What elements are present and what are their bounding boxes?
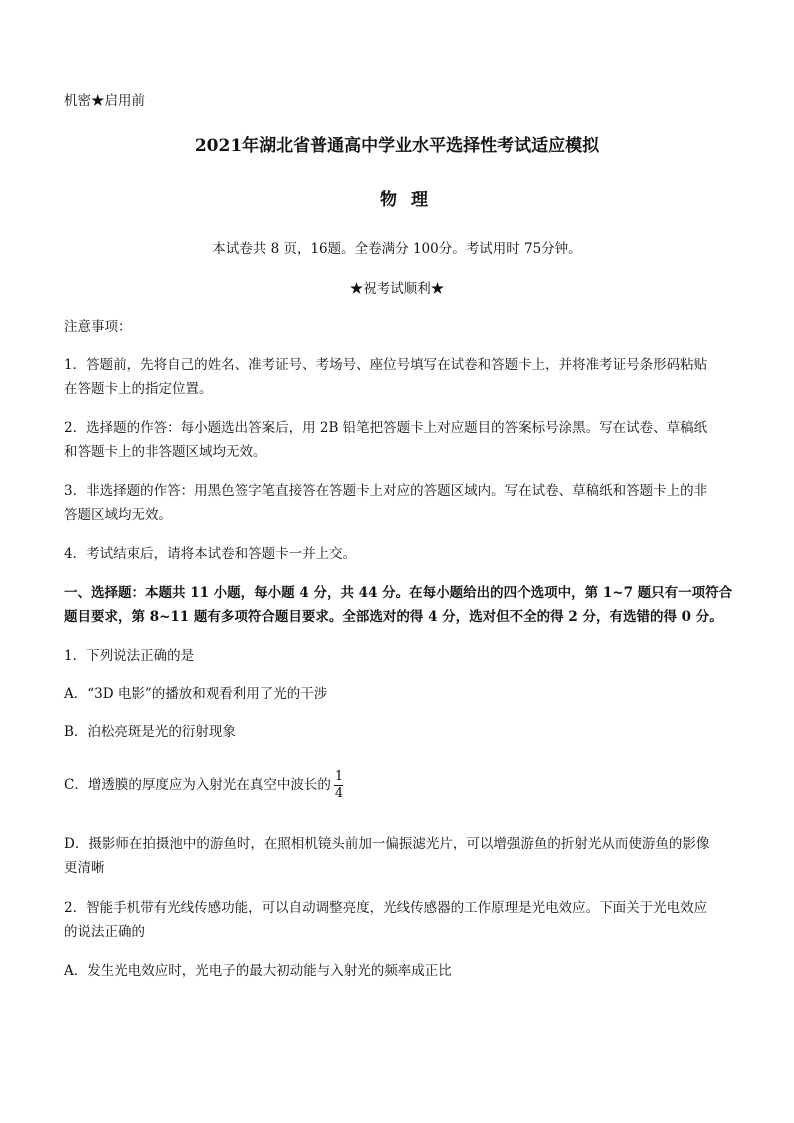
fraction-denominator: 4	[334, 786, 344, 801]
note-2-line-2: 和答题卡上的非答题区域均无效。	[64, 444, 267, 460]
fraction-one-quarter	[333, 769, 345, 802]
note-4: 4．考试结束后，请将本试卷和答题卡一并上交。	[64, 546, 357, 562]
fraction-numerator: 1	[334, 769, 344, 784]
question-1-option-c-text: C．增透膜的厚度应为入射光在真空中波长的	[64, 777, 331, 793]
question-1-option-c	[64, 768, 345, 802]
question-1-option-b: B．泊松亮斑是光的衍射现象	[64, 724, 236, 740]
question-2-stem-line-1: 2．智能手机带有光线传感功能，可以自动调整亮度，光线传感器的工作原理是光电效应。下面关于光电效应	[64, 900, 708, 916]
note-1-line-1: 1．答题前，先将自己的姓名、准考证号、考场号、座位号填写在试卷和答题卡上，并将准考证号条形码粘贴	[64, 357, 708, 373]
good-luck-line: ★祝考试顺利★	[349, 281, 445, 297]
question-1-option-a: A．“3D 电影”的播放和观看利用了光的干涉	[64, 686, 328, 702]
question-2-stem-line-2: 的说法正确的	[64, 924, 145, 940]
notes-heading: 注意事项：	[64, 319, 132, 335]
note-3-line-2: 答题区域均无效。	[64, 507, 172, 523]
question-1-option-d-line-2: 更清晰	[64, 860, 105, 876]
question-1-option-d-line-1: D．摄影师在拍摄池中的游鱼时，在照相机镜头前加一偏振滤光片，可以增强游鱼的折射光从而使游鱼的影像	[64, 836, 710, 852]
section-1-line-2: 题目要求，第 8~11 题有多项符合题目要求。全部选对的得 4 分，选对但不全的得 2 分，有选错的得 0 分。	[64, 609, 723, 625]
confidential-label: 机密★启用前	[64, 93, 145, 109]
subject-title: 物理	[380, 190, 442, 210]
note-1-line-2: 在答题卡上的指定位置。	[64, 381, 213, 397]
question-2-option-a: A．发生光电效应时，光电子的最大初动能与入射光的频率成正比	[64, 963, 452, 979]
note-3-line-1: 3．非选择题的作答：用黑色签字笔直接答在答题卡上对应的答题区域内。写在试卷、草稿纸和答题卡上的非	[64, 483, 708, 499]
note-2-line-1: 2．选择题的作答：每小题选出答案后，用 2B 铅笔把答题卡上对应题目的答案标号涂黑。写在试卷、草稿纸	[64, 420, 708, 436]
section-1-line-1: 一、选择题：本题共 11 小题，每小题 4 分，共 44 分。在每小题给出的四个选项中，第 1~7 题只有一项符合	[64, 585, 733, 601]
question-1-stem: 1．下列说法正确的是	[64, 648, 195, 664]
exam-info: 本试卷共 8 页，16题。全卷满分 100分。考试用时 75分钟。	[212, 241, 582, 257]
exam-title: 2021年湖北省普通高中学业水平选择性考试适应模拟	[194, 136, 600, 156]
